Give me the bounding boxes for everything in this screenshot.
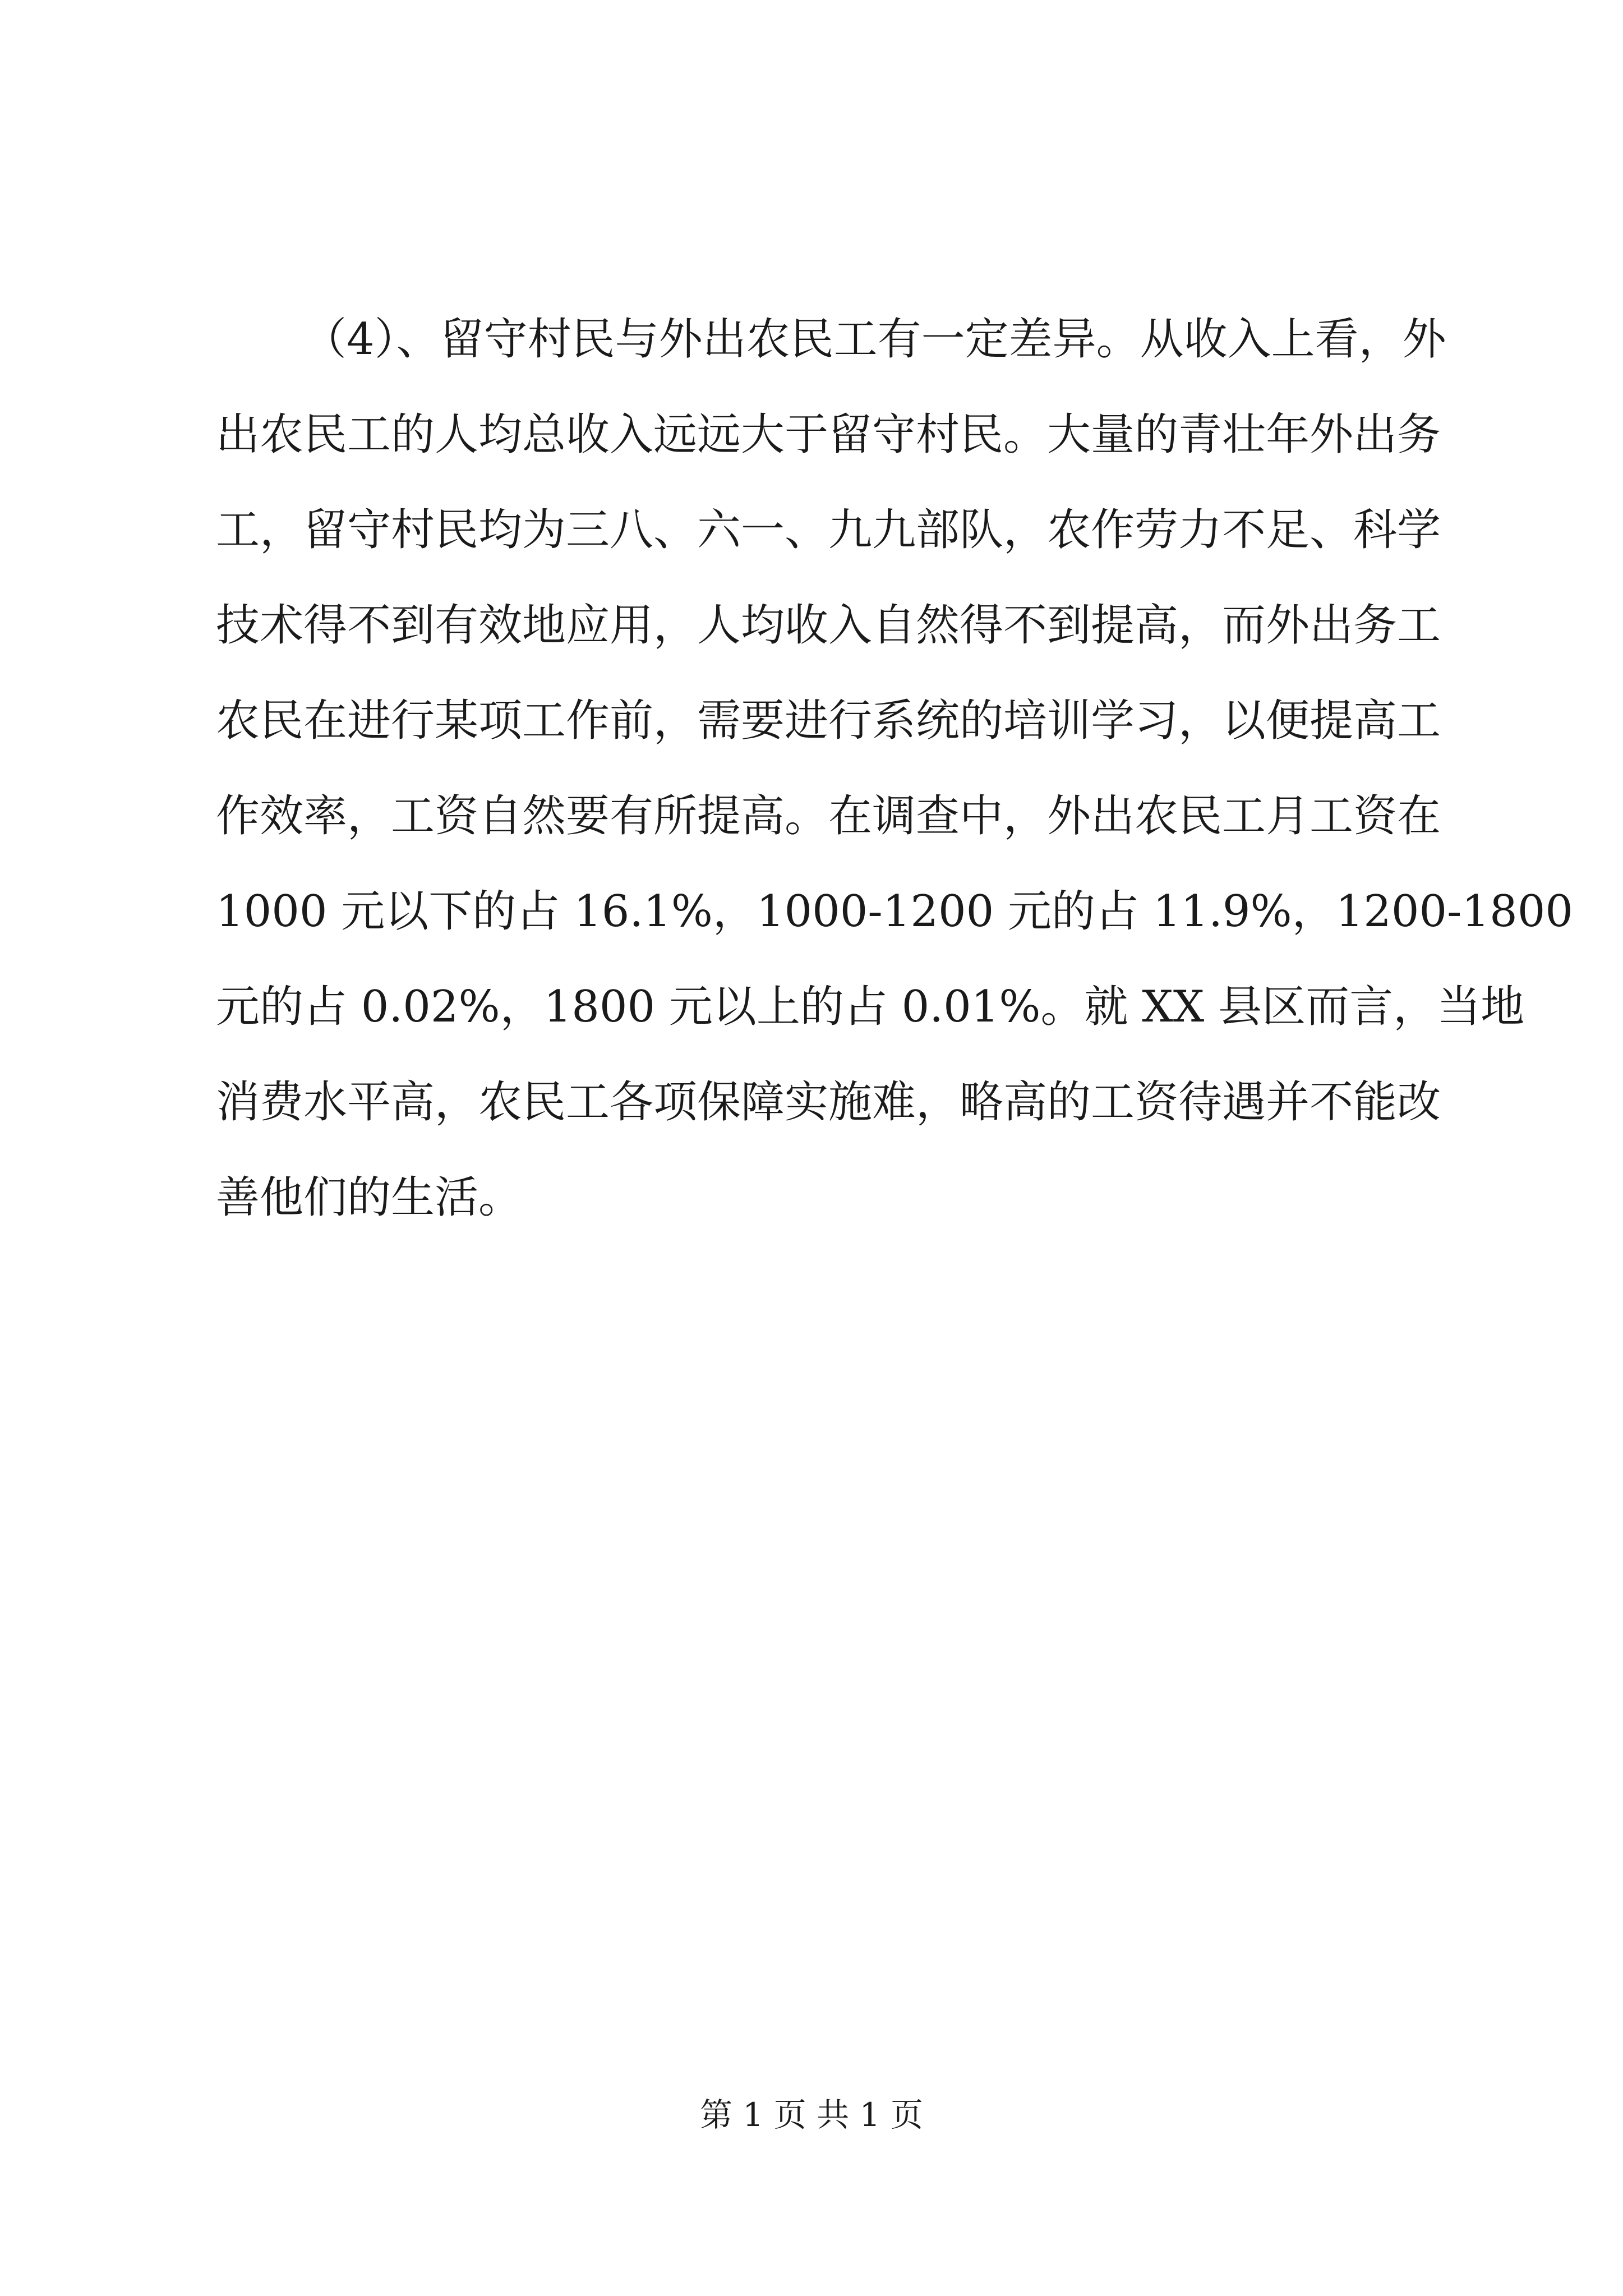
paragraph-line-last: 善他们的生活。	[216, 1172, 523, 1223]
paragraph-line: 消费水平高，农民工各项保障实施难，略高的工资待遇并不能改	[216, 1077, 1441, 1128]
body-paragraph	[216, 292, 1573, 1245]
page-footer: 第 1 页 共 1 页	[700, 2096, 923, 2134]
paragraph-line: 农民在进行某项工作前，需要进行系统的培训学习，以便提高工	[216, 696, 1441, 746]
paragraph-line: 元的占 0.02%，1800 元以上的占 0.01%。就 XX 县区而言，当地	[216, 982, 1525, 1032]
paragraph-line: 技术得不到有效地应用，人均收入自然得不到提高，而外出务工	[216, 600, 1441, 651]
paragraph-line: 1000 元以下的占 16.1%，1000-1200 元的占 11.9%，1200-1800	[216, 886, 1573, 937]
paragraph-line: 作效率，工资自然要有所提高。在调查中，外出农民工月工资在	[216, 791, 1441, 841]
paragraph-line: 工，留守村民均为三八、六一、九九部队，农作劳力不足、科学	[216, 505, 1441, 555]
paragraph-line: 出农民工的人均总收入远远大于留守村民。大量的青壮年外出务	[216, 409, 1441, 460]
paragraph-line: （4）、留守村民与外出农民工有一定差异。从收入上看，外	[303, 314, 1446, 365]
